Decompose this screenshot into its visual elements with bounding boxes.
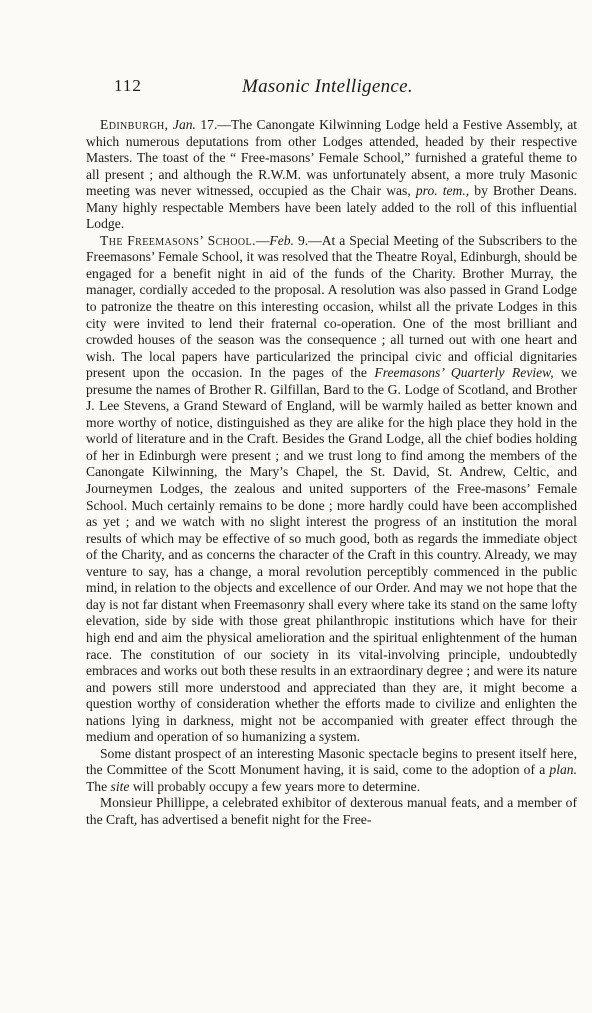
paragraph-freemasons-school	[86, 233, 577, 746]
text-run: Monsieur Phillippe, a celebrated exhibitor of dexterous manual feats, and a member of the Craft, has advertised a benefit night for the Free-	[86, 795, 577, 827]
dateline-date: Feb.	[269, 232, 294, 248]
page-number: 112	[114, 76, 142, 95]
text-run: The	[86, 778, 111, 794]
paragraph-edinburgh-lodge	[86, 117, 577, 233]
section-heading: The Freemasons’ School.	[100, 232, 256, 248]
publication-title: Freemasons’ Quarterly Review,	[374, 365, 554, 381]
paragraph-scott-monument	[86, 746, 577, 796]
text-run: —	[255, 232, 270, 248]
text-run: will probably occupy a few years more to determine.	[129, 778, 421, 794]
dateline-date: Jan.	[172, 117, 196, 132]
running-title: Masonic Intelligence.	[242, 76, 413, 97]
italic-word: plan.	[549, 762, 577, 778]
text-run: Some distant prospect of an interesting Masonic spectacle begins to present itself here, the Committee of the Scott Monument having, it is said, come to the adoption of a	[86, 745, 577, 778]
italic-word: site	[110, 778, 130, 794]
page-header	[92, 76, 512, 102]
text-run: 9.—At a Special Meeting of the Subscribers to the Freemasons’ Female School, it was resolved that the Theatre Royal, Edinburgh, should be engaged for a benefit night in aid of the funds of the Charity. Brother Murray, the manager, cordially acceded to the proposal. A resolution was also passed in Grand Lodge to patronize the theatre on this interesting occasion, whilst all the private Lodges in this city were invited to lend their fraternal co-operation. One of the most brilliant and crowded houses of the season was the consequence ; all turned out with one heart and wish. The local papers have particularized the principal civic and official dignitaries present upon the occasion. In the pages of the	[86, 232, 577, 381]
text-run: we presume the names of Brother R. Gilfillan, Bard to the G. Lodge of Scotland, and Brother J. Lee Stevens, a Grand Steward of England, will be warmly hailed as better known and more worthy of notice, distinguished as they are alike for the high place they hold in the world of literature and in the Craft. Besides the Grand Lodge, all the chief bodies holding of her in Edinburgh were present ; and we trust long to find among the members of the Canongate Kilwinning, the Mary’s Chapel, the St. David, St. Andrew, Celtic, and Journeymen Lodges, the zealous and united supporters of the Free-masons’ Female School. Much certainly remains to be done ; more hardly could have been accomplished as yet ; and we watch with no slight interest the progress of an institution the moral results of which may be effective of so much good, both as regards the immediate object of the Charity, and as concerns the character of the Craft in this country. Already, we may venture to say, has a change, a moral revolution perceptibly commenced in the public mind, in relation to the objects and excellence of our Order. And may we not hope that the day is not far distant when Freemasonry shall every where take its stand on the same lofty elevation, side by side with those great philanthropic institutions which have for their high end and aim the physical amelioration and the spiritual enlightenment of the human race. The constitution of our society in its vital-involving principle, undoubtedly embraces and works out both these results in an extraordinary degree ; and were its nature and powers still more understood and appreciated than they are, it might become a question worthy of consideration whether the efforts made to civilize and enlighten the nations lying in darkness, might not be accompanied with greater effect through the medium and operation of so humanizing a system.	[86, 365, 578, 745]
italic-phrase: pro. tem.,	[415, 183, 470, 199]
dateline-place: Edinburgh,	[100, 117, 169, 132]
paragraph-monsieur-phillippe	[86, 795, 577, 828]
article-body	[86, 117, 577, 829]
text-run: by Brother Deans. Many highly respectable Members have been lately added to the roll of this influential Lodge.	[86, 183, 577, 232]
text-run: 17.—The Canongate Kilwinning Lodge held a Festive Assembly, at which numerous deputations from other Lodges attended, headed by their respective Masters. The toast of the “ Free-masons’ Female School,” furnished a grateful theme to all present ; and although the R.W.M. was unfortunately absent, a more truly Masonic meeting was never witnessed, occupied as the Chair was,	[86, 117, 577, 199]
